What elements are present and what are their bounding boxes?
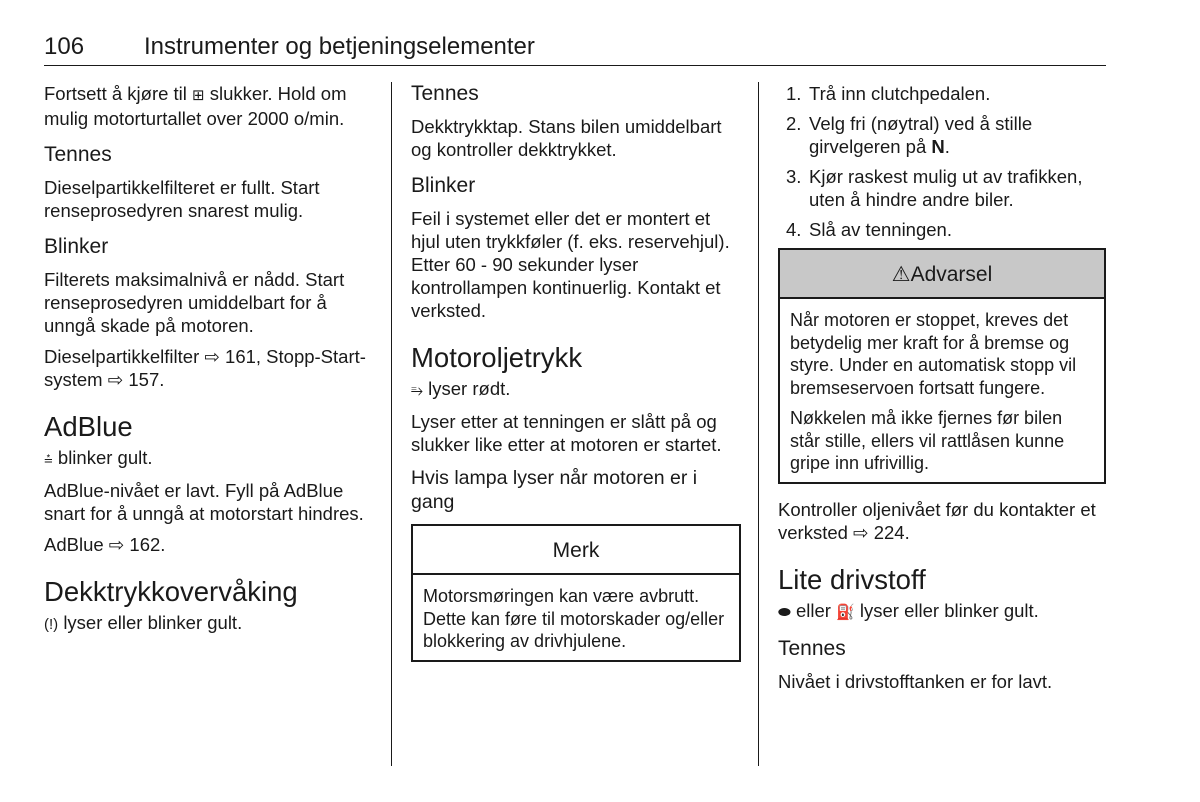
list-item: 4. Slå av tenningen. — [786, 219, 952, 240]
warning-box — [778, 248, 1106, 484]
tennes-heading: Tennes — [411, 82, 479, 105]
fuel-indicator-icon: ⬬ — [778, 603, 791, 621]
column-1 — [44, 82, 374, 636]
tennes-paragraph: Dieselpartikkelfilteret er fullt. Start renseprosedyren snarest mulig. — [44, 177, 320, 221]
warning-title: ⚠Advarsel — [780, 250, 1104, 299]
column-divider — [391, 82, 392, 766]
column-3 — [778, 82, 1106, 693]
blinker-paragraph: Feil i systemet eller det er montert et hjul uten trykkføler (f. eks. reservehjul). Etter 60 - 90 sekunder lyser kontrollampen kontinuerlig. Kontakt et verksted. — [411, 208, 730, 321]
blinker-heading: Blinker — [411, 174, 476, 197]
page-number: 106 — [44, 33, 85, 60]
tennes-paragraph: Nivået i drivstofftanken er for lavt. — [778, 670, 1053, 692]
warning-icon: ⚠ — [891, 263, 911, 286]
steps-list — [778, 82, 1106, 241]
fuel-pump-icon: ⛽ — [836, 603, 855, 621]
chapter-title: Instrumenter og betjeningselementer — [144, 33, 535, 60]
tennes-heading: Tennes — [778, 636, 846, 660]
column-divider — [758, 82, 759, 766]
oljetrykk-heading: Motoroljetrykk — [411, 342, 583, 373]
diesel-filter-icon: ⊞ — [192, 87, 205, 104]
neutral-gear-symbol: N — [931, 136, 945, 157]
warning-paragraph: Når motoren er stoppet, kreves det betydelig mer kraft for å bremse og styre. Under en automatisk stopp vil bremseservoen fortsatt fungere. — [790, 310, 1077, 398]
adblue-icon: ⩮ — [44, 451, 53, 468]
oljetrykk-status: ⥱ lyser rødt. — [411, 378, 511, 399]
tire-pressure-icon: (!) — [44, 616, 59, 633]
oil-pressure-icon: ⥱ — [411, 382, 424, 399]
dekk-heading: Dekktrykkovervåking — [44, 576, 298, 607]
note-title: Merk — [413, 526, 739, 575]
adblue-status: ⩮ blinker gult. — [44, 447, 153, 468]
adblue-paragraph: AdBlue-nivået er lavt. Fyll på AdBlue snart for å unngå at motorstart hindres. — [44, 480, 364, 524]
intro-paragraph: Fortsett å kjøre til ⊞ slukker. Hold om mulig motorturtallet over 2000 o/min. — [44, 83, 347, 129]
column-2 — [411, 82, 741, 662]
list-item: 3. Kjør raskest mulig ut av trafikken, uten å hindre andre biler. — [786, 166, 1083, 210]
adblue-reference: AdBlue ⇨ 162. — [44, 534, 166, 555]
blinker-heading: Blinker — [44, 235, 109, 258]
adblue-heading: AdBlue — [44, 411, 133, 442]
hvis-heading: Hvis lampa lyser når motoren er i gang — [411, 467, 698, 513]
list-item: 2. Velg fri (nøytral) ved å stille girvelgeren på N. — [786, 113, 1033, 157]
page-header — [44, 33, 1106, 66]
oljetrykk-paragraph: Lyser etter at tenningen er slått på og slukker like etter at motoren er startet. — [411, 411, 722, 455]
warning-paragraph: Nøkkelen må ikke fjernes før bilen står stille, ellers vil rattlåsen kunne gripe inn ufrivillig. — [790, 408, 1065, 473]
reference-paragraph: Dieselpartikkelfilter ⇨ 161, Stopp-Start-system ⇨ 157. — [44, 346, 366, 390]
list-item: 1. Trå inn clutchpedalen. — [786, 83, 991, 104]
note-text: Motorsmøringen kan være avbrutt. Dette kan føre til motorskader og/eller blokkering av drivhjulene. — [423, 586, 725, 651]
blinker-paragraph: Filterets maksimalnivå er nådd. Start renseprosedyren umiddelbart for å unngå skade på motoren. — [44, 269, 345, 336]
kontroll-paragraph: Kontroller oljenivået før du kontakter et verksted ⇨ 224. — [778, 498, 1096, 543]
note-box — [411, 524, 741, 662]
dekk-status: (!) lyser eller blinker gult. — [44, 612, 243, 633]
tennes-paragraph: Dekktrykktap. Stans bilen umiddelbart og kontroller dekktrykket. — [411, 116, 722, 160]
tennes-heading: Tennes — [44, 143, 112, 166]
drivstoff-heading: Lite drivstoff — [778, 563, 926, 595]
drivstoff-status: ⬬ eller ⛽ lyser eller blinker gult. — [778, 599, 1039, 621]
